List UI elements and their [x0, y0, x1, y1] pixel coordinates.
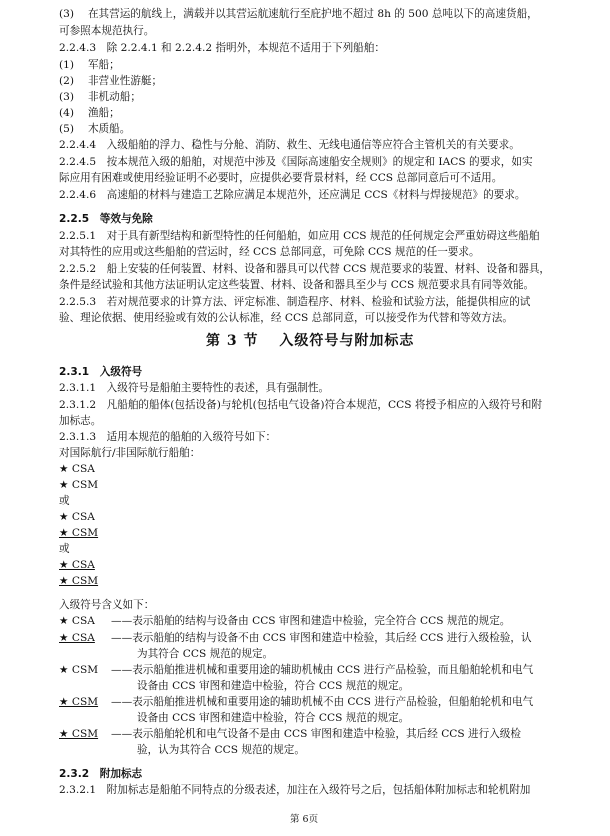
- class-symbol: ★ CSM: [59, 664, 99, 676]
- text-line: 2.2.4.4 入级船舶的浮力、稳性与分舱、消防、救生、无线电通信等应符合主管机关的有关要求。: [59, 139, 520, 151]
- definition-text: 为其符合 CCS 规范的规定。: [137, 648, 274, 660]
- definition-text: ——表示船舶的结构与设备由 CCS 审图和建造中检验，完全符合 CCS 规范的规定。: [111, 615, 511, 627]
- class-symbol: ★ CSA: [59, 632, 95, 644]
- text-line: 2.2.4.3 除 2.2.4.1 和 2.2.4.2 指明外，本规范不适用于下列船舶：: [59, 42, 385, 54]
- definition-text: ——表示船舶轮机和电气设备不是由 CCS 审图和建造中检验，其后经 CCS 进行入级检: [111, 728, 521, 740]
- chapter-heading: 第 3 节 入级符号与附加标志: [206, 333, 415, 349]
- definition-text: ——表示船舶推进机械和重要用途的辅助机械不由 CCS 进行产品检验，但船舶轮机和电气: [111, 696, 534, 708]
- text-line: 可参照本规范执行。: [59, 25, 155, 37]
- definition-row: [59, 727, 521, 741]
- class-symbol: ★ CSM: [59, 575, 99, 587]
- text-line: 条件是经试验和其他方法证明认定这些装置、材料、设备和器具至少与 CCS 规范要求具有同等效能。: [59, 279, 535, 291]
- definition-text: 验，认为其符合 CCS 规范的规定。: [137, 744, 305, 756]
- text-line: 或: [59, 495, 70, 507]
- section-heading: 2.3.1 入级符号: [59, 366, 143, 378]
- text-line: (3) 在其营运的航线上，满载并以其营运航速航行至庇护地不超过 8h 的 500 总吨以下的高速货船，: [59, 8, 538, 20]
- definition-text: ——表示船舶推进机械和重要用途的辅助机械由 CCS 进行产品检验，而且船舶轮机和电气: [111, 664, 534, 676]
- text-line: 际应用有困难或使用经验证明不必要时，应提供必要背景材料，经 CCS 总部同意后可不适用。: [59, 172, 503, 184]
- list-item: (3) 非机动船；: [59, 91, 141, 103]
- text-line: 验、理论依据、使用经验或有效的公认标准，经 CCS 总部同意，可以接受作为代替和等效方法。: [59, 312, 513, 324]
- text-line: 2.2.5.2 船上安装的任何装置、材料、设备和器具可以代替 CCS 规范要求的装置、材料、设备和器具，: [59, 263, 551, 275]
- definition-text: ——表示船舶的结构与设备不由 CCS 审图和建造中检验，其后经 CCS 进行入级检验，认: [111, 632, 532, 644]
- text-line: 2.3.1.2 凡船舶的船体(包括设备)与轮机(包括电气设备)符合本规范，CCS 将授予相应的入级符号和附: [59, 399, 542, 411]
- text-line: 2.2.4.5 按本规范入级的船舶，对规范中涉及《国际高速船安全规则》的规定和 IACS 的要求，如实: [59, 156, 533, 168]
- definition-row: [59, 663, 533, 677]
- text-line: 2.3.1.3 适用本规范的船舶的入级符号如下：: [59, 431, 277, 443]
- definition-row: [59, 631, 532, 645]
- class-symbol: ★ CSA: [59, 559, 95, 571]
- definition-row: [59, 695, 533, 709]
- class-symbol: ★ CSM: [59, 696, 99, 708]
- definition-text: 设备由 CCS 审图和建造中检验，符合 CCS 规范的规定。: [137, 680, 410, 692]
- section-heading: 2.2.5 等效与免除: [59, 213, 153, 225]
- list-item: (5) 木质船。: [59, 123, 131, 135]
- text-line: 对其特性的应用或这些船舶的营运时，经 CCS 总部同意，可免除 CCS 规范的任一要求。: [59, 246, 480, 258]
- text-line: 加标志。: [59, 415, 102, 427]
- class-symbol: ★ CSM: [59, 479, 99, 491]
- definition-row: [59, 614, 510, 628]
- text-line: 2.2.5.3 若对规范要求的计算方法、评定标准、制造程序、材料、检验和试验方法，能提供相应的试: [59, 296, 531, 308]
- text-line: 2.2.4.6 高速船的材料与建造工艺除应满足本规范外，还应满足 CCS《材料与焊接规范》的要求。: [59, 189, 526, 201]
- definition-text: 设备由 CCS 审图和建造中检验，符合 CCS 规范的规定。: [137, 712, 410, 724]
- text-line: 入级符号含义如下：: [59, 599, 155, 611]
- list-item: (4) 渔船；: [59, 107, 120, 119]
- class-symbol: ★ CSM: [59, 527, 99, 539]
- text-line: 2.2.5.1 对于具有新型结构和新型特性的任何船舶，如应用 CCS 规范的任何规定会严重妨碍这些船舶: [59, 230, 540, 242]
- class-symbol: ★ CSA: [59, 463, 95, 475]
- page-number: 第 6页: [290, 814, 319, 825]
- text-line: 或: [59, 543, 70, 555]
- text-line: 对国际航行/非国际航行船舶：: [59, 447, 201, 459]
- class-symbol: ★ CSA: [59, 615, 95, 627]
- text-line: 2.3.1.1 入级符号是船舶主要特性的表述，具有强制性。: [59, 382, 330, 394]
- class-symbol: ★ CSA: [59, 511, 95, 523]
- class-symbol: ★ CSM: [59, 728, 99, 740]
- text-line: 2.3.2.1 附加标志是船舶不同特点的分级表述，加注在入级符号之后，包括船体附加标志和轮机附加: [59, 784, 531, 796]
- list-item: (2) 非营业性游艇；: [59, 75, 163, 87]
- section-heading: 2.3.2 附加标志: [59, 768, 143, 780]
- list-item: (1) 军船；: [59, 59, 120, 71]
